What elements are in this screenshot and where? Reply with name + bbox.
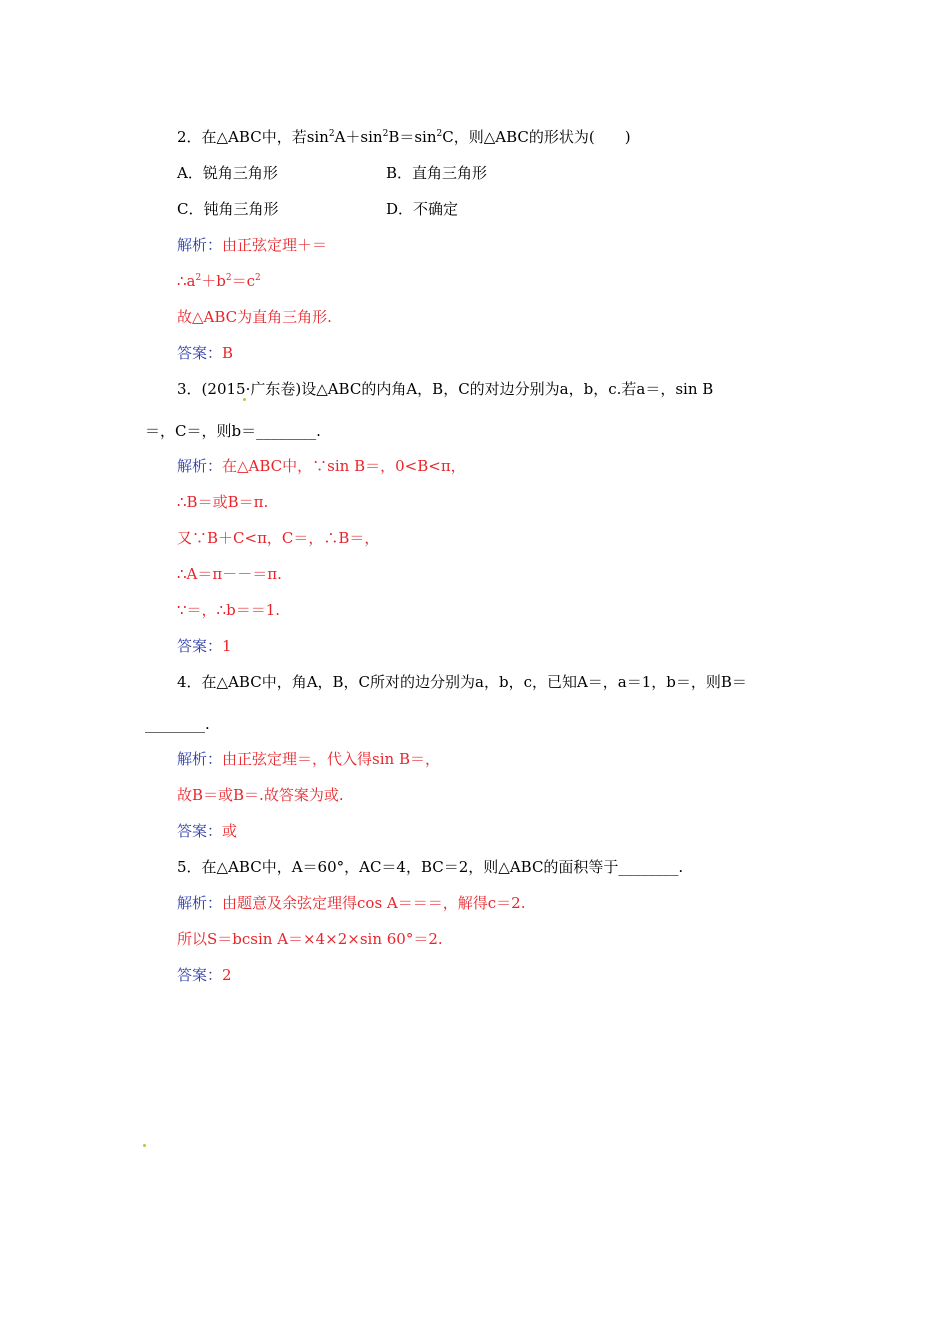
q5-analysis-1: 解析：由题意及余弦定理得cos A＝＝＝，解得c＝2. xyxy=(177,894,526,912)
q2-analysis-3: 故△ABC为直角三角形. xyxy=(177,308,332,326)
q3-analysis-5: ∵＝，∴b＝＝1. xyxy=(177,601,281,619)
q4-analysis-2: 故B＝或B＝.故答案为或. xyxy=(177,786,344,804)
q3-answer: 答案：1 xyxy=(177,637,232,655)
answer-label: 答案： xyxy=(177,637,223,655)
q5-stem: 5．在△ABC中，A＝60°，AC＝4，BC＝2，则△ABC的面积等于________. xyxy=(177,858,684,876)
q2-stem: 2．在△ABC中，若$\sin^2A+\sin^2B=\sin^2C$，则△ABC的形状为( ) xyxy=(177,128,631,146)
analysis-label: 解析： xyxy=(177,894,223,912)
q2-option-c: C．钝角三角形 xyxy=(177,200,279,218)
q4-answer: 答案：或 xyxy=(177,822,238,840)
answer-label: 答案： xyxy=(177,344,223,362)
q2-option-b: B．直角三角形 xyxy=(386,164,488,182)
answer-label: 答案： xyxy=(177,822,223,840)
q3-analysis-4: ∴A＝π－－＝π. xyxy=(177,565,282,583)
analysis-label: 解析： xyxy=(177,457,223,475)
scan-dot xyxy=(143,1144,146,1147)
analysis-label: 解析： xyxy=(177,750,223,768)
q5-answer: 答案：2 xyxy=(177,966,232,984)
q2-option-d: D．不确定 xyxy=(386,200,459,218)
q3-analysis-2: ∴B＝或B＝π. xyxy=(177,493,269,511)
scan-dot xyxy=(243,398,246,401)
q3-analysis-3: 又∵B＋C<π，C＝，∴B＝， xyxy=(177,529,380,547)
q3-stem-line-1: 3．(2015·广东卷)设△ABC的内角A，B，C的对边分别为a，b，c.若a＝，sin B xyxy=(177,380,714,398)
q3-stem-line-2: ＝，C＝，则b＝________. xyxy=(145,422,321,440)
q5-analysis-2: 所以S＝bcsin A＝×4×2×sin 60°＝2. xyxy=(177,930,443,948)
q2-option-a: A．锐角三角形 xyxy=(177,164,278,182)
q4-analysis-1: 解析：由正弦定理＝，代入得sin B＝， xyxy=(177,750,440,768)
answer-label: 答案： xyxy=(177,966,223,984)
q4-stem-line-1: 4．在△ABC中，角A，B，C所对的边分别为a，b，c，已知A＝，a＝1，b＝，则B＝ xyxy=(177,673,747,691)
q2-analysis-2: $\therefore a^2+b^2=c^2$ xyxy=(177,272,261,290)
q3-analysis-1: 解析：在△ABC中，∵sin B＝，0<B<π， xyxy=(177,457,466,475)
q2-analysis-1: 解析：由正弦定理＋＝ xyxy=(177,236,328,254)
q4-stem-line-2: ________. xyxy=(145,715,210,733)
analysis-label: 解析： xyxy=(177,236,223,254)
q2-answer: 答案：B xyxy=(177,344,234,362)
